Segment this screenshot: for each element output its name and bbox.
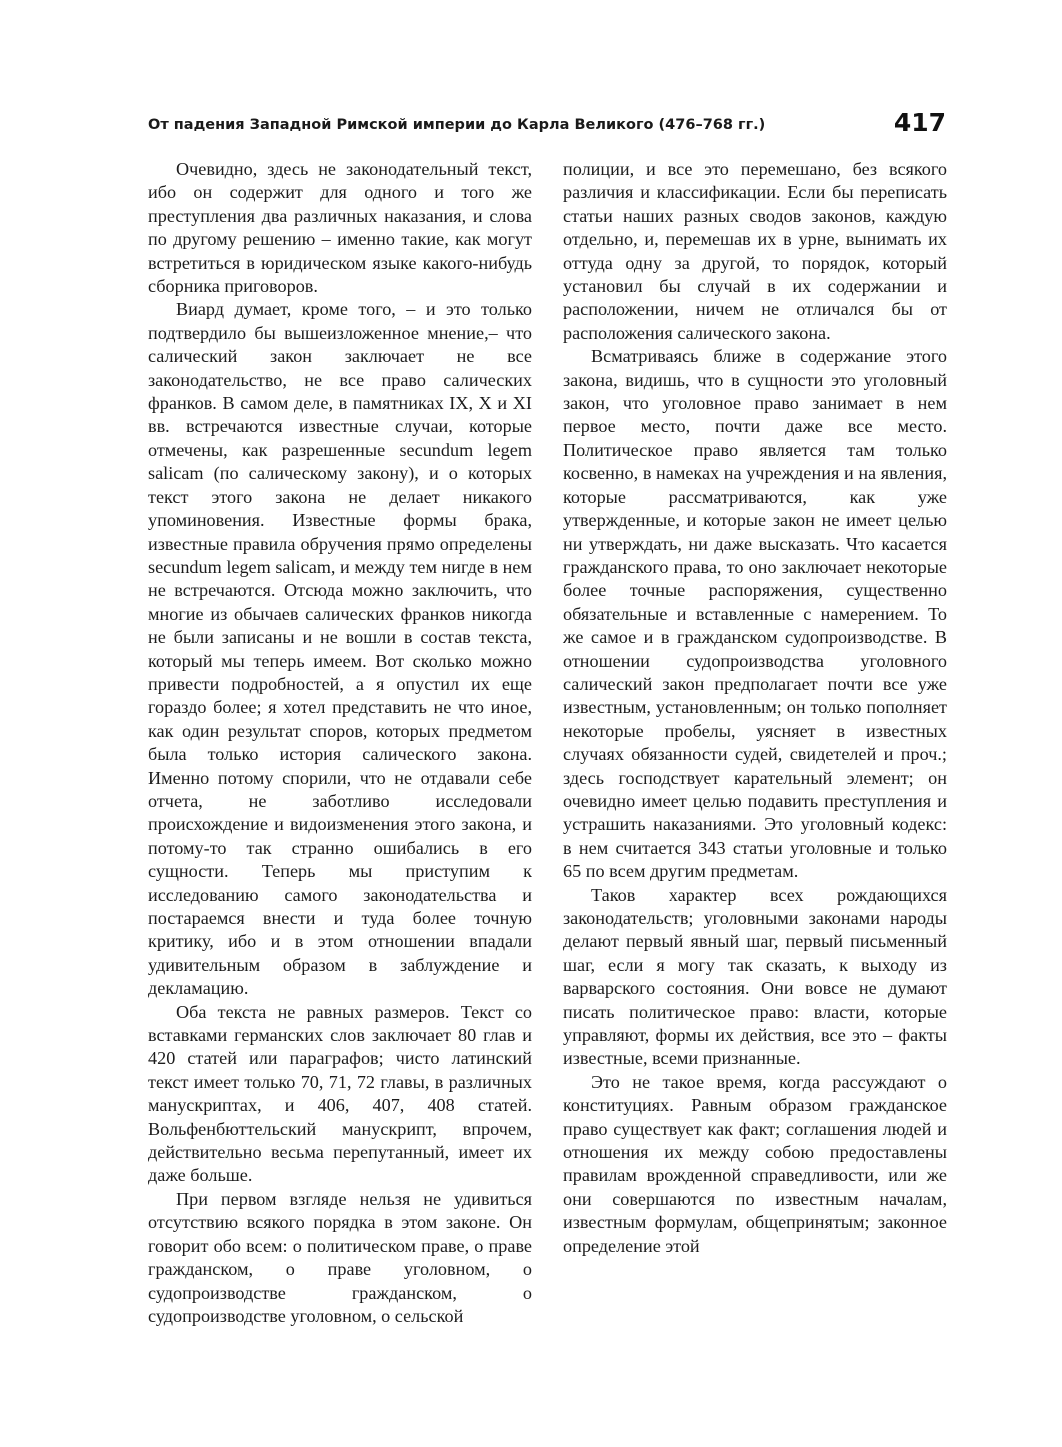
running-header xyxy=(148,108,946,146)
paragraph: Это не такое время, когда рассуждают о конституциях. Равным образом гражданское право существует как факт; соглашения людей и отношения их между собою предоставлены правилам врожденной справедливости, или же они совершаются по известным началам, известным формулам, общепринятым; законное определение этой xyxy=(563,1071,947,1256)
paragraph: Виард думает, кроме того, – и это только подтвердило бы вышеизложенное мнение,– что салический закон заключает не все законодательство, не все право салических франков. В самом деле, в памятниках IX, X и XI вв. встречаются известные случаи, которые отмечены, как разрешенные secundum legem salicam (по салическому закону), и о которых текст этого закона не делает никакого упоминовения. Известные формы брака, известные правила обручения прямо определены secundum legem salicam, и между тем нигде в нем не встречаются. Отсюда можно заключить, что многие из обычаев салических франков никогда не были записаны и не вошли в состав текста, который мы теперь имеем. Вот сколько можно привести подробностей, а я опустил их еще гораздо более; я хотел представить не что иное, как один результат споров, которых предметом была только история салического закона. Именно потому спорили, что не отдавали себе отчета, не заботливо исследовали происхождение и видоизменения этого закона, и потому-то так странно ошибались в его сущности. Теперь мы приступим к исследованию самого законодательства и постараемся внести и туда более точную критику, ибо и в этом отношении впадали удивительным образом в заблуждение и декламацию. xyxy=(148,299,532,999)
page-number: 417 xyxy=(893,108,946,137)
paragraph: Всматриваясь ближе в содержание этого закона, видишь, что в сущности это уголовный закон, что уголовное право занимает в нем первое место, почти даже все место. Политическое право является там только косвенно, в намеках на учреждения и на явления, которые рассматриваются, как уже утвержденные, и которые закон не имеет целью ни утверждать, ни даже высказать. Что касается гражданского права, то оно заключает некоторые более точные распоряжения, существенно обязательные и вставленные с намерением. То же самое и в гражданском судопроизводстве. В отношении судопроизводства уголовного салический закон предполагает почти все уже известным, установленным; он только пополняет некоторые пробелы, уясняет в известных случаях обязанности судей, свидетелей и проч.; здесь господствует карательный элемент; он очевидно имеет целью подавить преступления и устрашить наказаниями. Это уголовный кодекс: в нем считается 343 статьи уголовные и только 65 по всем другим предметам. xyxy=(563,346,947,882)
left-column xyxy=(148,158,532,1328)
paragraph: Очевидно, здесь не законодательный текст, ибо он содержит для одного и того же преступления два различных наказания, и слова по другому решению – именно такие, как могут встретиться в юридическом языке какого-нибудь сборника приговоров. xyxy=(148,159,532,297)
right-column xyxy=(563,158,947,1258)
paragraph: Оба текста не равных размеров. Текст со вставками германских слов заключает 80 глав и 420 статей или параграфов; чисто латинский текст имеет только 70, 71, 72 главы, в различных манускриптах, и 406, 407, 408 статей. Вольфенбюттельский манускрипт, впрочем, действительно весьма перепутанный, имеет их даже больше. xyxy=(148,1001,532,1186)
paragraph-continued: полиции, и все это перемешано, без всякого различия и классификации. Если бы переписать статьи наших разных сводов законов, каждую отдельно, и, перемешав их в урне, вынимать их оттуда одну за другой, то порядок, который установил бы случай в их содержании и расположении, ничем не отличался бы от расположения салического закона. xyxy=(563,159,947,343)
running-title: От падения Западной Римской империи до Карла Великого (476–768 гг.) xyxy=(148,117,766,133)
paragraph: При первом взгляде нельзя не удивиться отсутствию всякого порядка в этом законе. Он говорит обо всем: о политическом праве, о праве гражданском, о праве уголовном, о судопроизводстве гражданском, о судопроизводстве уголовном, о сельской xyxy=(148,1188,532,1326)
paragraph: Таков характер всех рождающихся законодательств; уголовными законами народы делают первый явный шаг, первый письменный шаг, если я могу так сказать, к выходу из варварского состояния. Они вовсе не думают писать политическое право: власти, которые управляют, формы их действия, все это – факты известные, всеми признанные. xyxy=(563,884,947,1069)
